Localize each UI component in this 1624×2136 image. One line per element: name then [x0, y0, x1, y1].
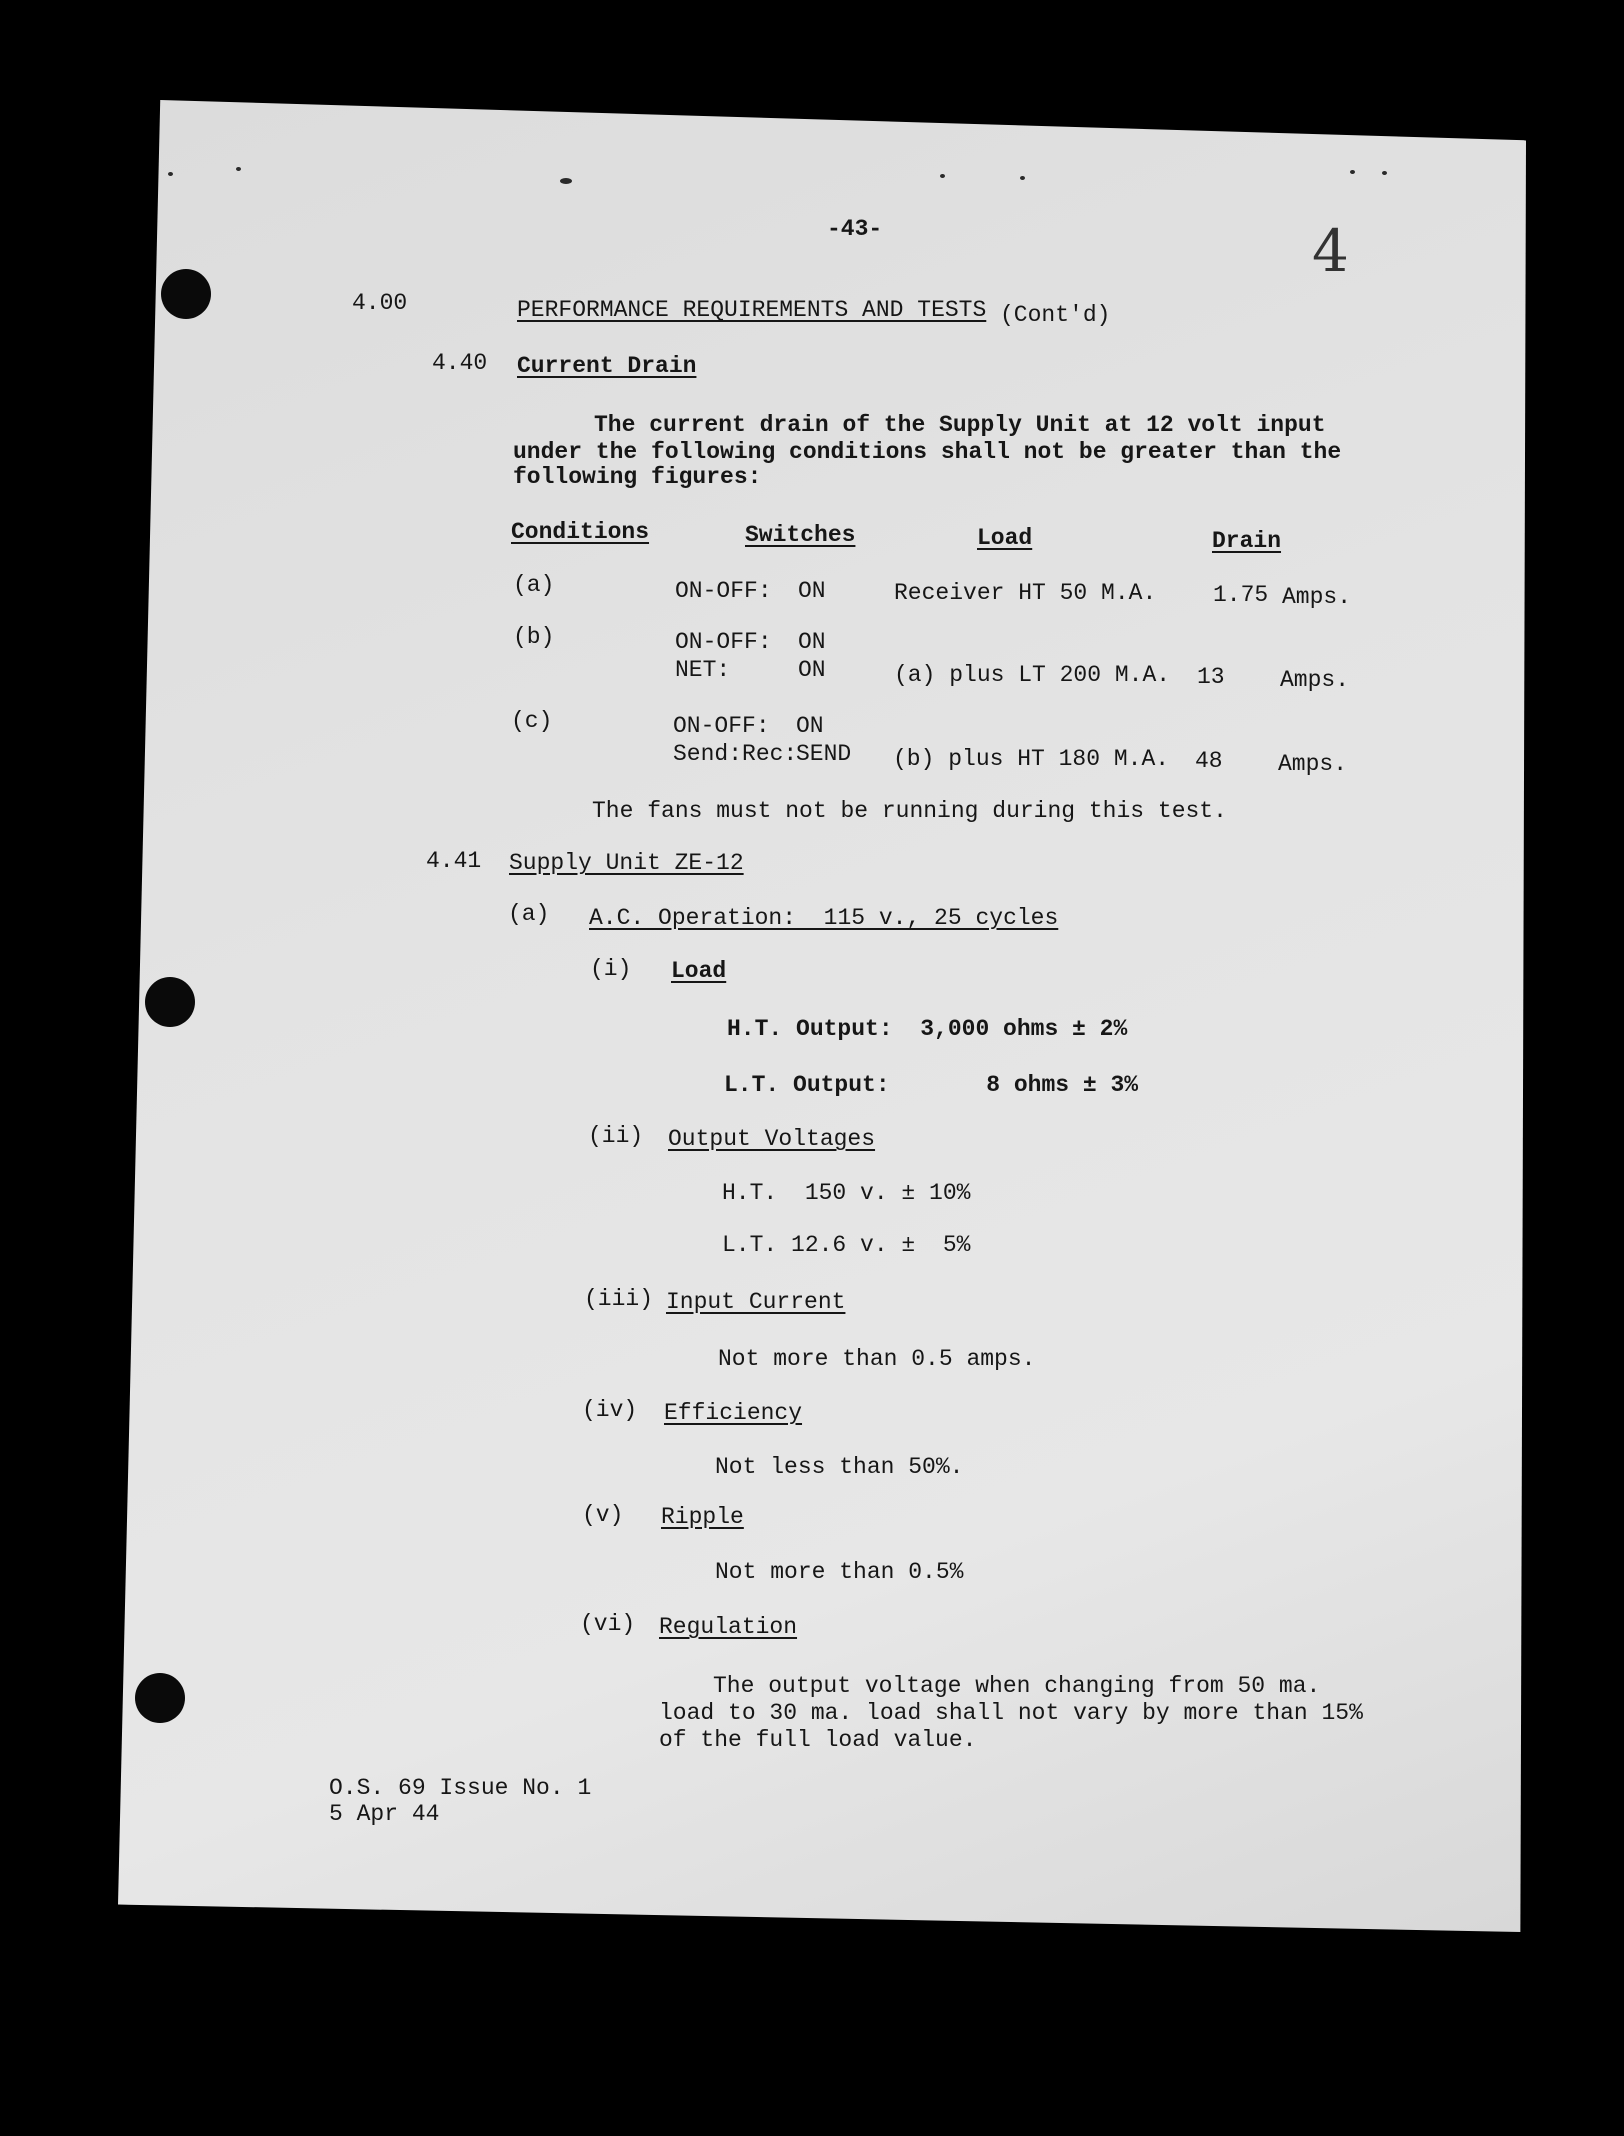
- punch-hole-top: [161, 269, 211, 319]
- item-label: (i): [590, 956, 632, 982]
- sub-section-label: (a): [508, 901, 550, 927]
- item-title: Input Current: [666, 1289, 846, 1315]
- speck: [1020, 176, 1025, 180]
- item-line: Not less than 50%.: [715, 1454, 964, 1480]
- table-cell-switch-value: ON: [798, 578, 826, 604]
- speck: [940, 174, 945, 178]
- item-title: Ripple: [661, 1504, 744, 1530]
- header-title: PERFORMANCE REQUIREMENTS AND TESTS: [517, 297, 987, 323]
- item-label: (vi): [580, 1611, 636, 1637]
- item-line: Not more than 0.5%: [715, 1559, 964, 1585]
- test-note: The fans must not be running during this test.: [592, 798, 1227, 824]
- table-cell-switch-name: ON-OFF:: [673, 713, 770, 739]
- column-header-switches: Switches: [745, 522, 856, 548]
- item-title: Regulation: [659, 1614, 798, 1640]
- table-cell-switch-value: ON: [796, 713, 824, 739]
- table-cell-drain-unit: Amps.: [1278, 751, 1348, 777]
- item-line: L.T. 12.6 v. ± 5%: [722, 1232, 971, 1258]
- item-line: H.T. Output: 3,000 ohms ± 2%: [727, 1016, 1128, 1042]
- item-label: (iii): [584, 1286, 654, 1312]
- item-line: of the full load value.: [659, 1727, 977, 1753]
- speck: [560, 178, 572, 184]
- handwritten-mark: 4: [1312, 217, 1349, 285]
- header-number: 4.00: [352, 290, 408, 316]
- item-line: load to 30 ma. load shall not vary by more than 15%: [659, 1700, 1363, 1726]
- table-cell-switch-name: NET:: [675, 657, 731, 683]
- speck: [236, 167, 241, 171]
- table-cell-condition: (a): [513, 572, 555, 598]
- table-cell-load: (a) plus LT 200 M.A.: [894, 662, 1171, 688]
- item-label: (iv): [582, 1397, 638, 1423]
- table-cell-switch-name: ON-OFF:: [675, 629, 772, 655]
- table-cell-drain-value: 13: [1197, 664, 1225, 690]
- table-cell-condition: (c): [511, 708, 553, 734]
- punch-hole-middle: [145, 977, 195, 1027]
- table-cell-switch-value: ON: [798, 657, 826, 683]
- intro-line: The current drain of the Supply Unit at 12 volt input: [594, 412, 1326, 438]
- table-cell-switch-value: SEND: [796, 741, 852, 767]
- speck: [168, 172, 173, 176]
- speck: [1382, 171, 1387, 175]
- page-number: -43-: [827, 216, 883, 242]
- sub-section-title: A.C. Operation: 115 v., 25 cycles: [589, 905, 1059, 931]
- item-label: (v): [582, 1502, 624, 1528]
- table-cell-drain-value: 48: [1195, 748, 1223, 774]
- section-title: Supply Unit ZE-12: [509, 850, 744, 876]
- speck: [1350, 170, 1355, 174]
- intro-line: following figures:: [513, 464, 762, 490]
- punch-hole-bottom: [135, 1673, 185, 1723]
- column-header-conditions: Conditions: [511, 519, 650, 545]
- item-line: Not more than 0.5 amps.: [718, 1346, 1036, 1372]
- column-header-load: Load: [977, 525, 1033, 551]
- item-line: H.T. 150 v. ± 10%: [722, 1180, 971, 1206]
- footer-date: 5 Apr 44: [329, 1801, 440, 1827]
- table-cell-load: Receiver HT 50 M.A.: [894, 580, 1157, 606]
- item-line: The output voltage when changing from 50 ma.: [713, 1673, 1321, 1699]
- table-cell-switch-name: Send:Rec:: [673, 741, 798, 767]
- column-header-drain: Drain: [1212, 528, 1282, 554]
- table-cell-drain-value: 1.75: [1213, 582, 1269, 608]
- table-cell-drain-unit: Amps.: [1280, 667, 1350, 693]
- header-suffix: (Cont'd): [1000, 302, 1111, 328]
- item-title: Output Voltages: [668, 1126, 876, 1152]
- section-number: 4.40: [432, 350, 488, 376]
- item-title: Load: [671, 958, 727, 984]
- table-cell-switch-value: ON: [798, 629, 826, 655]
- section-title: Current Drain: [517, 353, 697, 379]
- item-label: (ii): [588, 1123, 644, 1149]
- table-cell-load: (b) plus HT 180 M.A.: [893, 746, 1170, 772]
- section-number: 4.41: [426, 848, 482, 874]
- intro-line: under the following conditions shall not be greater than the: [513, 439, 1342, 465]
- table-cell-condition: (b): [513, 624, 555, 650]
- footer-document-id: O.S. 69 Issue No. 1: [329, 1775, 592, 1801]
- table-cell-drain-unit: Amps.: [1282, 584, 1352, 610]
- table-cell-switch-name: ON-OFF:: [675, 578, 772, 604]
- item-line: L.T. Output: 8 ohms ± 3%: [724, 1072, 1139, 1098]
- item-title: Efficiency: [664, 1400, 803, 1426]
